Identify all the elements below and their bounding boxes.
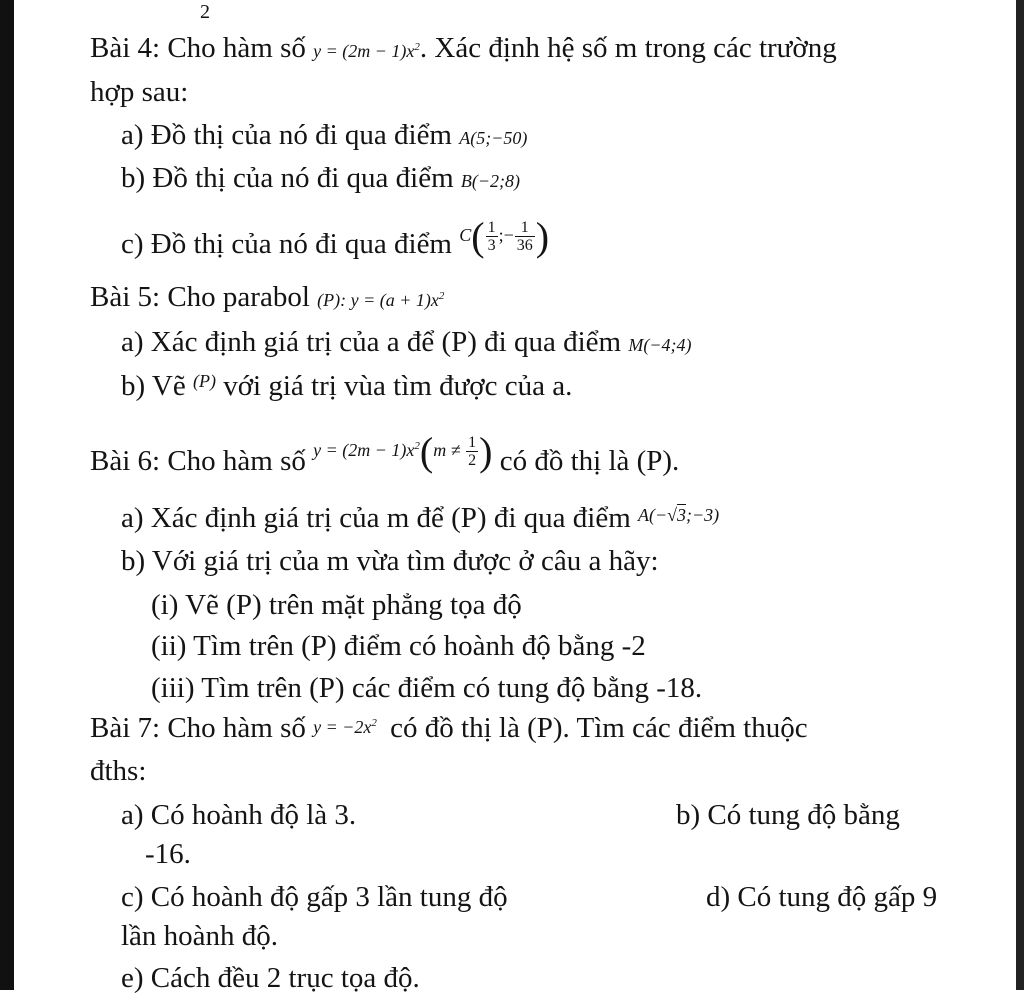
b5-a-line: [121, 324, 691, 363]
b4-c-point: C( 1 3 ;− 1 36 ): [459, 213, 550, 259]
b6-i: (i) Vẽ (P) trên mặt phẳng tọa độ: [151, 589, 522, 621]
b7-heading-cont: đths:: [90, 755, 147, 787]
b4-c-num1: 1: [487, 219, 496, 237]
b4-formula: $y = (2m - 1)x^2$: [313, 41, 420, 61]
left-dark-edge: [0, 0, 14, 990]
b4-c-letter: C: [459, 225, 472, 245]
b4-c-line: [121, 213, 550, 266]
b6-a-point-pre: A(−√: [638, 505, 678, 525]
b4-c-den2: 36: [516, 237, 533, 255]
b4-c-frac1: [486, 219, 498, 254]
b6-b-label: b) Với giá trị của m vừa tìm được ở câu a hãy:: [121, 545, 659, 577]
top-fragment: 2: [200, 1, 210, 23]
b7-d: d) Có tung độ gấp 9: [706, 881, 938, 913]
b4-heading-cont: hợp sau:: [90, 76, 189, 108]
b4-a-label: a) Đồ thị của nó đi qua điểm: [121, 119, 452, 151]
b4-c-den1: 3: [487, 237, 496, 255]
b5-a-point: M(−4;4): [628, 335, 692, 355]
b7-b-cont: -16.: [145, 838, 191, 870]
b4-a-line: [121, 117, 527, 156]
b5-a-label: a) Xác định giá trị của a để (P) đi qua điểm: [121, 326, 622, 358]
b5-formula: (P): $y = (a + 1)x^2$: [317, 290, 445, 310]
b7-d-cont: lần hoành độ.: [121, 920, 279, 952]
b5-b-math: (P): [192, 371, 216, 391]
b5-b-line: [121, 368, 572, 407]
b7-heading-line: [90, 710, 808, 749]
b7-heading-rest: có đồ thị là (P). Tìm các điểm thuộc: [390, 712, 808, 744]
b4-heading-rest: . Xác định hệ số m trong các trường: [419, 32, 837, 64]
b6-a-point-rad: 3: [677, 505, 687, 525]
b4-heading-line: [90, 30, 837, 69]
b6-heading-rest: có đồ thị là (P).: [499, 445, 680, 477]
b6-a-label: a) Xác định giá trị của m để (P) đi qua điểm: [121, 502, 631, 534]
right-dark-edge: [1016, 0, 1024, 990]
b6-formula: y = (2m − 1)x2(m ≠ 1 2 ): [313, 428, 493, 474]
b7-formula: $y = -2x^2$: [313, 717, 377, 737]
b7-heading: Bài 7: Cho hàm số: [90, 712, 306, 744]
b6-cond-den: 2: [468, 452, 477, 470]
b5-b-post: với giá trị vùa tìm được của a.: [223, 370, 573, 402]
b4-c-sep: ;−: [498, 225, 514, 245]
b7-e: e) Cách đều 2 trục tọa độ.: [121, 962, 420, 994]
b7-a: a) Có hoành độ là 3.: [121, 799, 357, 831]
b4-c-frac2: [515, 219, 535, 254]
b6-ii: (ii) Tìm trên (P) điểm có hoành độ bằng -2: [151, 630, 646, 662]
b5-heading-line: [90, 279, 444, 318]
b6-heading: Bài 6: Cho hàm số: [90, 445, 306, 477]
b6-iii: (iii) Tìm trên (P) các điểm có tung độ bằng -18.: [151, 672, 703, 704]
b6-a-point: [638, 505, 719, 525]
b5-heading: Bài 5: Cho parabol: [90, 281, 310, 313]
b7-c: c) Có hoành độ gấp 3 lần tung độ: [121, 881, 508, 913]
b7-b: b) Có tung độ bằng: [676, 799, 900, 831]
b4-b-line: [121, 160, 520, 199]
b6-heading-line: [90, 428, 680, 483]
worksheet-page: [14, 0, 1016, 994]
b6-a-point-post: ;−3): [686, 505, 720, 525]
b6-cond-num: 1: [468, 434, 477, 452]
b6-cond-frac: [466, 434, 478, 469]
b4-b-point: B(−2;8): [460, 171, 520, 191]
b4-a-point: A(5;−50): [459, 128, 528, 148]
b4-heading: Bài 4: Cho hàm số: [90, 32, 306, 64]
b4-c-label: c) Đồ thị của nó đi qua điểm: [121, 228, 452, 260]
b6-a-line: [121, 500, 719, 539]
b4-c-num2: 1: [515, 219, 535, 237]
b5-b-pre: b) Vẽ: [121, 370, 186, 402]
b4-b-label: b) Đồ thị của nó đi qua điểm: [121, 162, 454, 194]
